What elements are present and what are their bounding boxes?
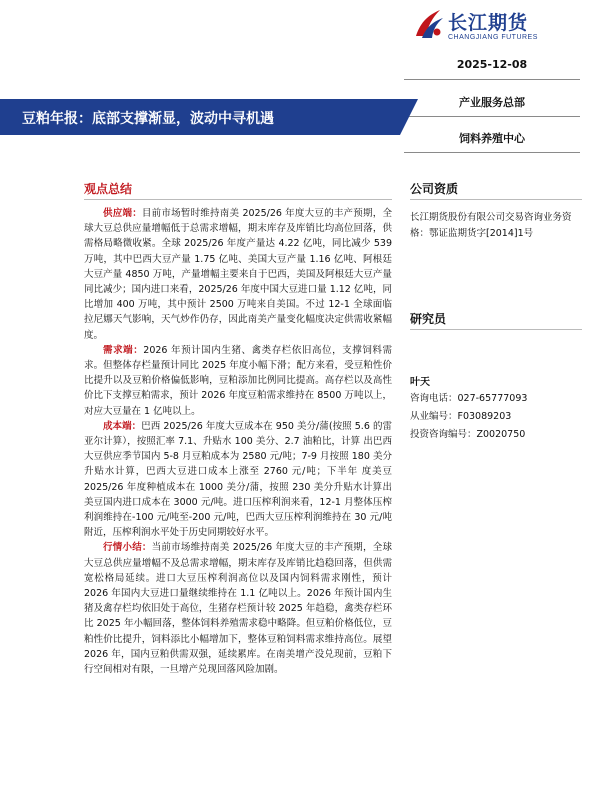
paragraph-lead: 行情小结： [103, 542, 152, 554]
changjiang-logo-icon [412, 6, 446, 42]
department-label: 产业服务总部 [459, 96, 525, 109]
title-banner [0, 99, 400, 135]
summary-body [84, 206, 392, 677]
paragraph-supply [84, 206, 392, 343]
researcher-rule [410, 329, 582, 330]
report-title: 豆粕年报：底部支撑渐显，波动中寻机遇 [22, 111, 274, 127]
paragraph-summary [84, 540, 392, 677]
paragraph-lead: 成本端： [103, 420, 142, 432]
center-label: 饲料养殖中心 [459, 132, 525, 145]
analyst-name: 叶天 [410, 377, 430, 388]
researcher-heading: 研究员 [410, 312, 447, 326]
divider [404, 79, 580, 80]
company-heading: 公司资质 [410, 182, 459, 196]
paragraph-text: 2026 年预计国内生猪、禽类存栏依旧高位，支撑饲料需求。但整体存栏量预计同比 2025 年度小幅下滑；配方来看，受豆粕性价比提升以及豆粕价格偏低影响，豆粕添加比例同比提高。高存栏以及高性价比下支撑豆粕需求，预计 2026 年度豆粕需求维持在 8500 万吨以上，对应大豆量在 1 亿吨以上。 [84, 344, 392, 417]
brand-name-cn: 长江期货 [448, 12, 529, 34]
analyst-license: 从业编号：F03089203 [410, 411, 512, 422]
divider [404, 116, 580, 117]
brand-logo [412, 6, 572, 46]
summary-heading: 观点总结 [84, 182, 133, 196]
company-qualification: 长江期货股份有限公司交易咨询业务资格：鄂证监期货字[2014]1号 [410, 212, 572, 239]
paragraph-text: 当前市场维持南美 2025/26 年度大豆的丰产预期，全球大豆总供应量增幅不及总需求增幅，期末库存及库销比趋稳回落，但供需宽松格局延续。进口大豆压榨利润高位以及国内饲料需求刚性，预计 2026 年国内大豆进口量继续维持在 1.1 亿吨以上。2026 年预计国内生猪及禽存栏均依旧处于高位，生猪存栏预计较 2025 年趋稳，禽类存栏环比 2025 年小幅回落，整体饲料养殖需求稳中略降。但豆粕价格低位，豆粕性价比提升，饲料添比小幅增加下，整体豆粕饲料需求维持高位。展望 2026 年，国内豆粕供需双强，延续累库。在南美增产没兑现前，豆粕下行空间相对有限，一旦增产兑现回落风险加剧。 [84, 542, 392, 676]
paragraph-cost [84, 419, 392, 541]
report-date: 2025-12-08 [456, 58, 528, 71]
paragraph-text: 目前市场暂时维持南美 2025/26 年度大豆的丰产预期，全球大豆总供应量增幅低于总需求增幅，期末库存及库销比均高位回落，供需格局略微收紧。全球 2025/26 年度产量达 4.22 亿吨，同比减少 539 万吨，其中巴西大豆产量 1.75 亿吨、美国大豆产量 1.16 亿吨、阿根廷大豆产量 4850 万吨，产量增幅主要来自于巴西，美国及阿根廷大豆产量同比减少；国内进口来看，2025/26 年度中国大豆进口量 1.12 亿吨，同比增加 400 万吨，其中预计 2500 万吨来自美国。不过 12-1 全球面临拉尼娜天气影响，天气炒作仍存，因此南美产量变化幅度决定供需收紧幅度。 [84, 208, 392, 341]
company-rule [410, 199, 582, 200]
summary-rule [84, 199, 392, 200]
paragraph-text: 巴西 2025/26 年度大豆成本在 950 美分/蒲(按照 5.6 的雷亚尔计算），按照汇率 7.1、升贴水 100 美分、2.7 油粕比，计算 出巴西大豆供应季节国内 5-8 月豆粕成本为 2580 元/吨；7-9 月按照 180 美分升贴水计算，巴西大豆进口成本上涨至 2760 元/吨；下半年 度美豆 2025/26 年度种植成本在 1000 美分/蒲，按照 230 美分升贴水计算出美豆国内进口成本在 3000 元/吨。进口压榨利润来看，12-1 月整体压榨利润维持在-100 元/吨至-200 元/吨，巴西大豆压榨利润维持在 30 元/吨附近，压榨利润水平处于历史同期较好水平。 [84, 420, 392, 539]
paragraph-lead: 需求端： [103, 344, 144, 356]
paragraph-lead: 供应端： [103, 208, 142, 219]
analyst-consult-id: 投资咨询编号：Z0020750 [410, 429, 526, 440]
analyst-phone: 咨询电话：027-65777093 [410, 393, 528, 404]
divider [404, 152, 580, 153]
paragraph-demand [84, 343, 392, 419]
brand-name-en: CHANGJIANG FUTURES [448, 34, 538, 41]
